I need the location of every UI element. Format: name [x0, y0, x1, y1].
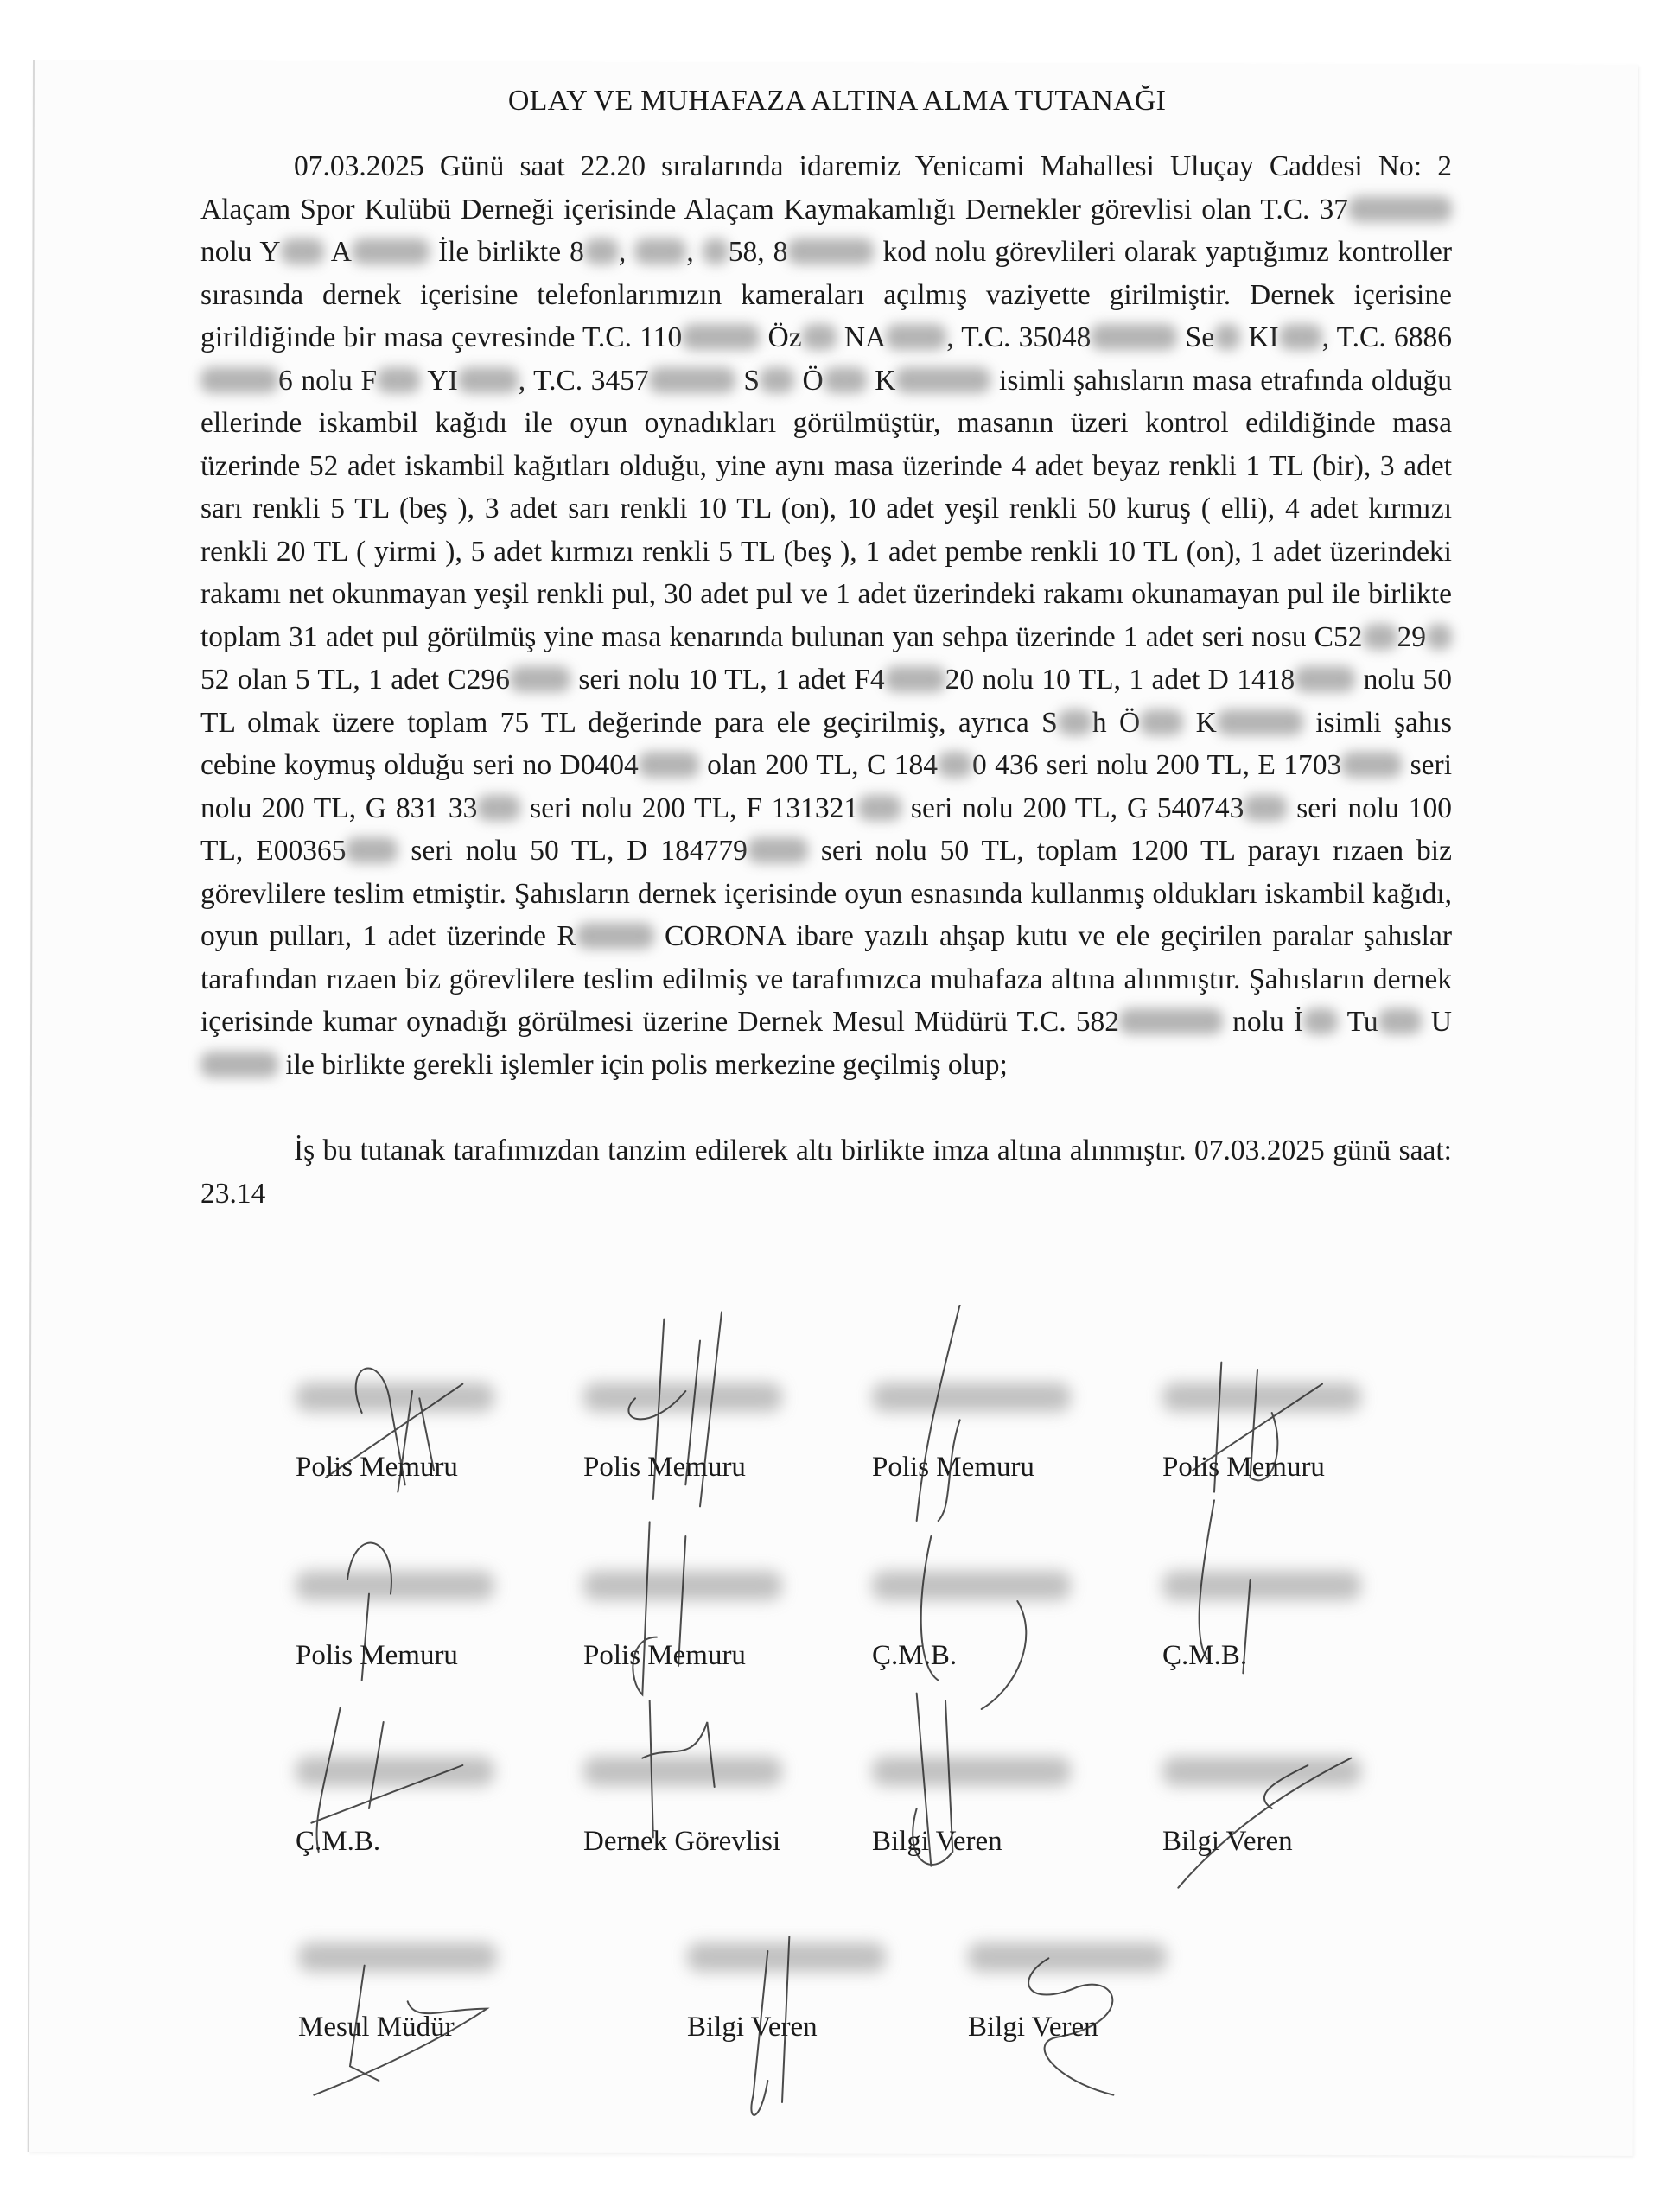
redacted-text — [639, 752, 699, 778]
redacted-text — [858, 795, 901, 821]
redacted-text — [787, 238, 874, 264]
redacted-text — [703, 238, 729, 264]
text-segment: seri nolu 50 TL, toplam 1200 TL parayı rızaen biz görevlilere teslim etmiştir. Şahısların dernek içerisinde oyun esnasında kullanmış oldukları iskambil kağıdı, oyun pulları, 1 adet üzerinde R — [200, 835, 1452, 952]
text-segment: 6 nolu F — [278, 364, 378, 397]
text-segment: Öz — [760, 321, 802, 353]
redacted-text — [649, 367, 735, 393]
redacted-text — [510, 666, 570, 692]
signature-cell — [872, 1382, 1183, 1555]
document-body — [200, 145, 1452, 1215]
signatory-name-redacted — [296, 1571, 494, 1600]
signature-cell — [298, 1942, 609, 2115]
text-segment: 29 — [1397, 620, 1426, 653]
signatory-role: Polis Memuru — [1162, 1452, 1325, 1483]
paragraph-gap — [200, 1086, 1452, 1129]
redacted-text — [200, 367, 278, 393]
signature-cell — [872, 1757, 1183, 1929]
text-segment: NA — [836, 321, 887, 353]
signatory-role: Polis Memuru — [296, 1452, 458, 1483]
text-segment: seri nolu 200 TL, G 540743 — [901, 791, 1244, 824]
text-segment: olan 200 TL, C 184 — [698, 749, 938, 781]
signatory-role: Polis Memuru — [296, 1640, 458, 1671]
text-segment: ile birlikte gerekli işlemler için polis merkezine geçilmiş olup; — [278, 1048, 1008, 1081]
signatory-name-redacted — [1162, 1571, 1361, 1600]
signatory-role: Polis Memuru — [872, 1452, 1034, 1483]
text-segment: İle birlikte 8 — [429, 236, 584, 268]
text-segment: Ö — [793, 364, 824, 397]
text-segment: U — [1421, 1006, 1452, 1038]
text-segment: , T.C. 3457 — [518, 364, 649, 397]
text-segment: isimli şahısların masa etrafında olduğu ellerinde iskambil kağıdı ile oyun oynadıkları görülmüştür, masanın üzeri kontrol edildiğinde masa üzerinde 52 adet iskambil kağıtları olduğu, yine aynı masa üzerinde 4 adet beyaz renkli 1 TL (bir), 3 adet sarı renkli 5 TL (beş ), 3 adet sarı renkli 10 TL (on), 10 adet yeşil renkli 50 kuruş ( elli), 4 adet kırmızı renkli 20 TL ( yirmi ), 5 adet kırmızı renkli 5 TL (beş ), 1 adet pembe renkli 10 TL (on), 1 adet üzerindeki rakamı net okunmayan yeşil renkli pul, 30 adet pul ve 1 adet üzerindeki rakamı okunamayan pul ile birlikte toplam 31 adet pul görülmüş yine masa kenarında bulunan yan sehpa üzerinde 1 adet seri nosu C52 — [200, 364, 1452, 653]
document-title: OLAY VE MUHAFAZA ALTINA ALMA TUTANAĞI — [507, 85, 1167, 117]
signature-cell — [296, 1757, 607, 1929]
text-segment: , — [686, 236, 703, 268]
signature-cell — [1162, 1382, 1474, 1555]
redacted-text — [1295, 666, 1355, 692]
redacted-text — [1217, 709, 1303, 735]
text-segment: , — [618, 236, 635, 268]
redacted-text — [938, 752, 972, 778]
text-segment: K — [866, 364, 896, 397]
redacted-text — [802, 324, 837, 350]
signatory-name-redacted — [872, 1571, 1071, 1600]
redacted-text — [886, 324, 946, 350]
redacted-text — [1279, 324, 1322, 350]
redacted-text — [281, 238, 324, 264]
signature-cell — [872, 1571, 1183, 1744]
signature-cell — [583, 1571, 894, 1744]
signature-cell — [687, 1942, 998, 2115]
signature-cell — [296, 1382, 607, 1555]
signature-cell — [1162, 1757, 1474, 1929]
signatory-name-redacted — [296, 1757, 494, 1786]
signatory-role: Dernek Görevlisi — [583, 1826, 781, 1857]
redacted-text — [1140, 709, 1183, 735]
signatory-name-redacted — [583, 1382, 782, 1412]
text-segment: 58, 8 — [728, 236, 788, 268]
signatory-name-redacted — [687, 1942, 886, 1972]
signatory-name-redacted — [872, 1757, 1071, 1786]
signatory-name-redacted — [583, 1757, 782, 1786]
redacted-text — [200, 1052, 278, 1077]
signatory-role: Bilgi Veren — [968, 2012, 1098, 2043]
signatory-name-redacted — [298, 1942, 497, 1972]
text-segment: seri nolu 50 TL, D 184779 — [398, 835, 748, 867]
text-segment: nolu İ — [1223, 1006, 1304, 1038]
redacted-text — [377, 367, 420, 393]
signatory-name-redacted — [296, 1382, 494, 1412]
text-segment: seri nolu 10 TL, 1 adet F4 — [570, 664, 885, 696]
redacted-text — [760, 367, 794, 393]
text-segment: Tu — [1338, 1006, 1378, 1038]
redacted-text — [1058, 709, 1092, 735]
redacted-text — [1119, 1008, 1223, 1034]
signatory-name-redacted — [1162, 1382, 1361, 1412]
redacted-text — [1214, 324, 1240, 350]
redacted-text — [1303, 1008, 1338, 1034]
signatory-name-redacted — [872, 1382, 1071, 1412]
redacted-text — [1091, 324, 1177, 350]
signatory-role: Polis Memuru — [583, 1452, 746, 1483]
redacted-text — [576, 923, 654, 949]
signatory-role: Polis Memuru — [583, 1640, 746, 1671]
redacted-text — [824, 367, 867, 393]
signatory-role: Bilgi Veren — [687, 2012, 818, 2043]
text-segment: CORONA ibare yazılı ahşap kutu ve ele geçirilen paralar şahıslar tarafından rızaen biz görevlilere teslim edilmiş ve tarafımızca muhafaza altına alınmıştır. Şahısların dernek içerisinde kumar oynadığı görülmesi üzerine Dernek Mesul Müdürü T.C. 582 — [200, 920, 1452, 1038]
text-segment: seri nolu 200 TL, G 831 33 — [200, 749, 1453, 824]
text-segment: İş bu tutanak tarafımızdan tanzim edilerek altı birlikte imza altına alınmıştır. 07.03.2025 günü saat: 23.14 — [200, 1135, 1452, 1210]
text-segment: 07.03.2025 Günü saat 22.20 sıralarında idaremiz Yenicami Mahallesi Uluçay Caddesi No: 2 Alaçam Spor Kulübü Derneği içerisinde Alaçam Kaymakamlığı Dernekler görevlisi olan T.C. 37 — [200, 150, 1452, 226]
text-segment: , T.C. 6886 — [1321, 321, 1453, 353]
text-segment: kod nolu görevlileri olarak yaptığımız kontroller sırasında dernek içerisine telefonlarımızın kameraları açılmış vaziyette girilmiştir. Dernek içerisine girildiğinde bir masa çevresinde T.C. 110 — [200, 236, 1453, 353]
redacted-text — [1244, 795, 1287, 821]
redacted-text — [352, 238, 430, 264]
text-segment: KI — [1240, 321, 1279, 353]
redacted-text — [748, 837, 808, 863]
text-segment: nolu Y — [200, 236, 281, 268]
signatory-role: Ç.M.B. — [1162, 1640, 1248, 1671]
signature-cell — [296, 1571, 607, 1744]
redacted-text — [1378, 1008, 1422, 1034]
redacted-text — [885, 666, 945, 692]
text-segment: , T.C. 35048 — [946, 321, 1092, 353]
text-segment: isimli şahıs cebine koymuş olduğu seri no D0404 — [200, 706, 1452, 781]
paragraph-closing-statement — [200, 1129, 1452, 1215]
signatory-name-redacted — [583, 1571, 782, 1600]
text-segment: A — [323, 236, 352, 268]
redacted-text — [584, 238, 619, 264]
text-segment: h Ö — [1092, 706, 1141, 739]
redacted-text — [1348, 196, 1452, 222]
redacted-text — [895, 367, 990, 393]
paragraph-incident-report — [200, 145, 1452, 1086]
redacted-text — [634, 238, 686, 264]
text-segment: YI — [420, 364, 458, 397]
signatory-role: Bilgi Veren — [1162, 1826, 1293, 1857]
redacted-text — [1363, 624, 1397, 650]
signatory-role: Ç.M.B. — [296, 1826, 381, 1857]
signature-cell — [583, 1382, 894, 1555]
redacted-text — [1341, 752, 1402, 778]
text-segment: S — [735, 364, 760, 397]
redacted-text — [682, 324, 760, 350]
signatory-name-redacted — [968, 1942, 1167, 1972]
text-segment: 0 436 seri nolu 200 TL, E 1703 — [971, 749, 1342, 781]
text-segment: seri nolu 100 TL, E00365 — [200, 791, 1452, 867]
signature-cell — [968, 1942, 1279, 2115]
redacted-text — [1426, 624, 1452, 650]
redacted-text — [346, 837, 398, 863]
signature-cell — [583, 1757, 894, 1929]
text-segment: nolu 50 TL olmak üzere toplam 75 TL değerinde para ele geçirilmiş, ayrıca S — [200, 664, 1452, 739]
signature-cell — [1162, 1571, 1474, 1744]
text-segment: K — [1183, 706, 1217, 739]
text-segment: 20 nolu 10 TL, 1 adet D 1418 — [945, 664, 1295, 696]
signatory-role: Ç.M.B. — [872, 1640, 958, 1671]
signatory-role: Mesul Müdür — [298, 2012, 455, 2043]
redacted-text — [458, 367, 519, 393]
signatory-role: Bilgi Veren — [872, 1826, 1002, 1857]
text-segment: Se — [1177, 321, 1215, 353]
signatory-name-redacted — [1162, 1757, 1361, 1786]
text-segment: 52 olan 5 TL, 1 adet C296 — [200, 664, 510, 696]
text-segment: seri nolu 200 TL, F 131321 — [520, 791, 859, 824]
redacted-text — [477, 795, 520, 821]
